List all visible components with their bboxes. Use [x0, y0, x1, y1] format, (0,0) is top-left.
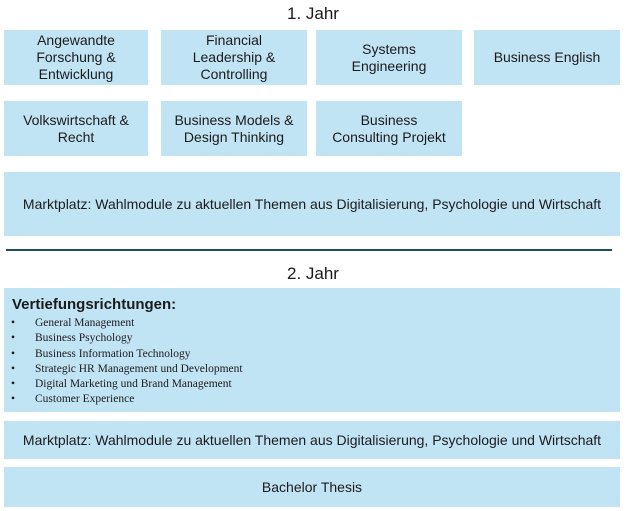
module-volkswirtschaft-recht: Volkswirtschaft & Recht	[4, 101, 148, 156]
list-item: • General Management	[11, 316, 243, 331]
year-2-marketplace: Marktplatz: Wahlmodule zu aktuellen Themen aus Digitalisierung, Psychologie und Wirtschaft	[4, 421, 620, 459]
module-angewandte-forschung: Angewandte Forschung & Entwicklung	[4, 30, 148, 85]
vertiefungsrichtungen-list	[11, 316, 243, 408]
bachelor-thesis: Bachelor Thesis	[4, 467, 620, 507]
module-business-consulting: Business Consulting Projekt	[316, 101, 462, 156]
module-financial-leadership: Financial Leadership & Controlling	[161, 30, 307, 85]
year-2-title: 2. Jahr	[287, 264, 339, 283]
module-business-models: Business Models & Design Thinking	[161, 101, 307, 156]
bullet-icon: •	[11, 347, 16, 360]
year-1-marketplace: Marktplatz: Wahlmodule zu aktuellen Themen aus Digitalisierung, Psychologie und Wirtschaft	[4, 172, 620, 236]
list-item: • Business Information Technology	[11, 347, 243, 362]
module-business-english: Business English	[474, 30, 620, 85]
list-item: • Digital Marketing und Brand Management	[11, 377, 243, 392]
vertiefungsrichtungen-title: Vertiefungsrichtungen:	[12, 296, 177, 313]
bullet-icon: •	[11, 317, 16, 329]
bullet-icon: •	[11, 332, 16, 345]
list-item: • Customer Experience	[11, 392, 243, 407]
year-1-title: 1. Jahr	[287, 4, 339, 23]
year-divider	[6, 249, 612, 251]
bullet-icon: •	[11, 393, 16, 406]
bullet-icon: •	[11, 362, 16, 375]
vertiefungsrichtungen-box	[4, 288, 620, 412]
bullet-icon: •	[11, 378, 16, 391]
list-item: • Strategic HR Management und Development	[11, 362, 243, 377]
list-item: • Business Psychology	[11, 331, 243, 346]
module-systems-engineering: Systems Engineering	[316, 30, 462, 85]
